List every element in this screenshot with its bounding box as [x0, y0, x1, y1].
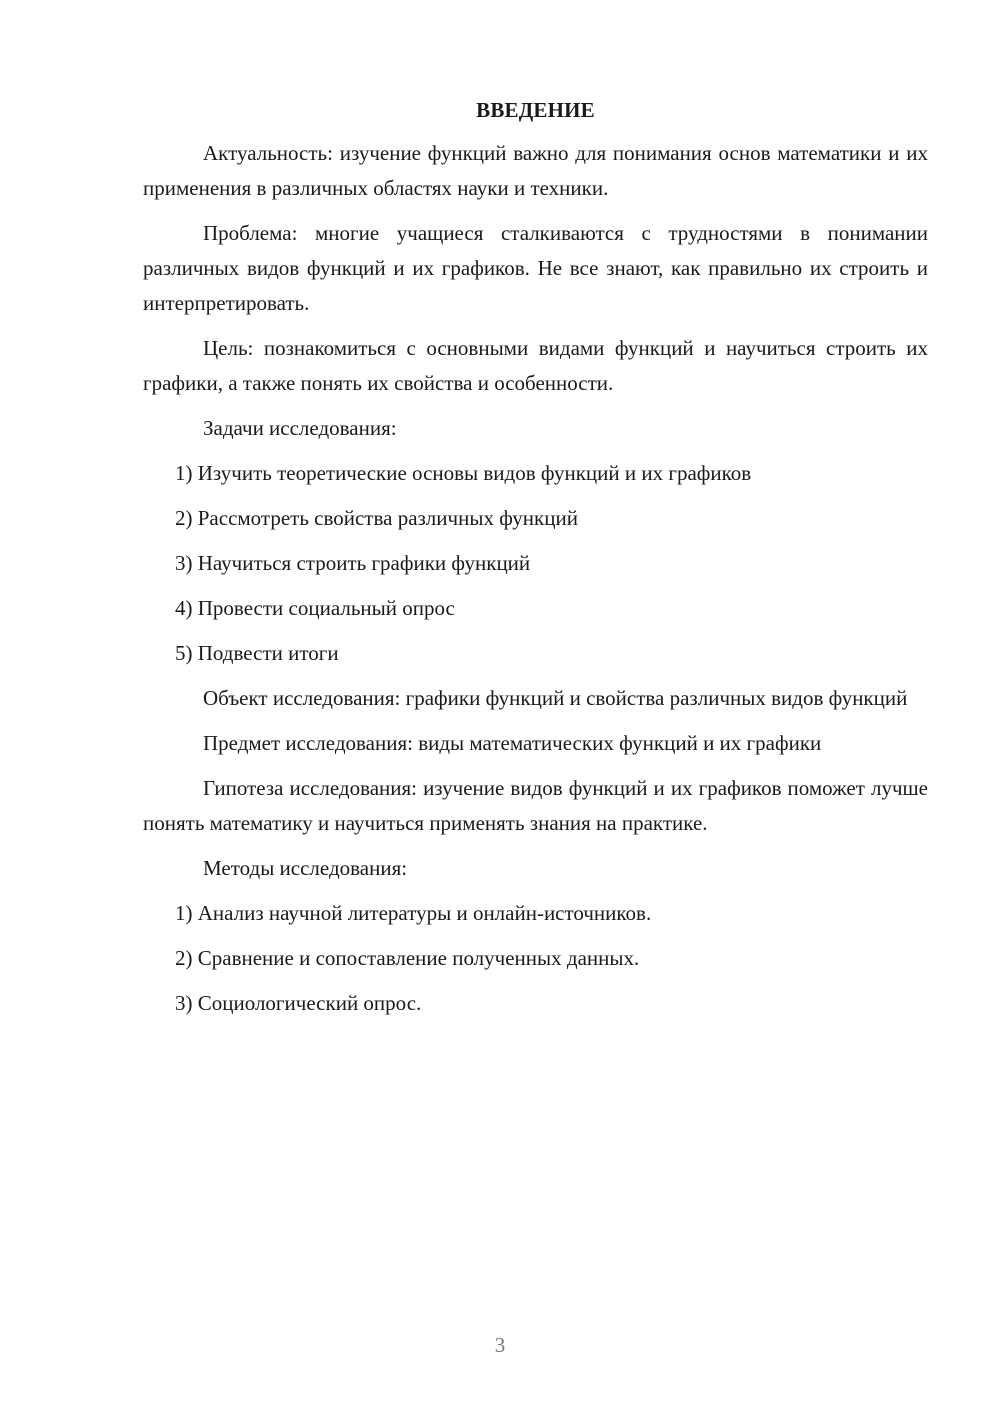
- task-item: 1) Изучить теоретические основы видов функций и их графиков: [175, 461, 752, 485]
- method-item: 1) Анализ научной литературы и онлайн-источников.: [175, 901, 652, 925]
- method-item: 2) Сравнение и сопоставление полученных данных.: [175, 946, 640, 970]
- method-item: 3) Социологический опрос.: [175, 991, 422, 1015]
- methods-title: Методы исследования:: [203, 856, 408, 880]
- task-item: 2) Рассмотреть свойства различных функций: [175, 506, 578, 530]
- relevance-paragraph: Актуальность: изучение функций важно для понимания основ математики и их применения в различных областях науки и техники.: [143, 141, 928, 200]
- task-item: 3) Научиться строить графики функций: [175, 551, 531, 575]
- document-page: [143, 92, 928, 1021]
- page-number: 3: [494, 1333, 506, 1357]
- problem-paragraph: Проблема: многие учащиеся сталкиваются с трудностями в понимании различных видов функций и их графиков. Не все знают, как правильно их строить и интерпретировать.: [143, 221, 928, 315]
- subject-paragraph: Предмет исследования: виды математических функций и их графики: [203, 731, 822, 755]
- page-title: ВВЕДЕНИЕ: [476, 98, 595, 122]
- task-item: 4) Провести социальный опрос: [175, 596, 455, 620]
- tasks-title: Задачи исследования:: [203, 416, 397, 440]
- hypothesis-paragraph: Гипотеза исследования: изучение видов функций и их графиков поможет лучше понять математику и научиться применять знания на практике.: [143, 776, 928, 835]
- task-item: 5) Подвести итоги: [175, 641, 339, 665]
- goal-paragraph: Цель: познакомиться с основными видами функций и научиться строить их графики, а также понять их свойства и особенности.: [143, 336, 928, 395]
- object-paragraph: Объект исследования: графики функций и свойства различных видов функций: [203, 686, 908, 710]
